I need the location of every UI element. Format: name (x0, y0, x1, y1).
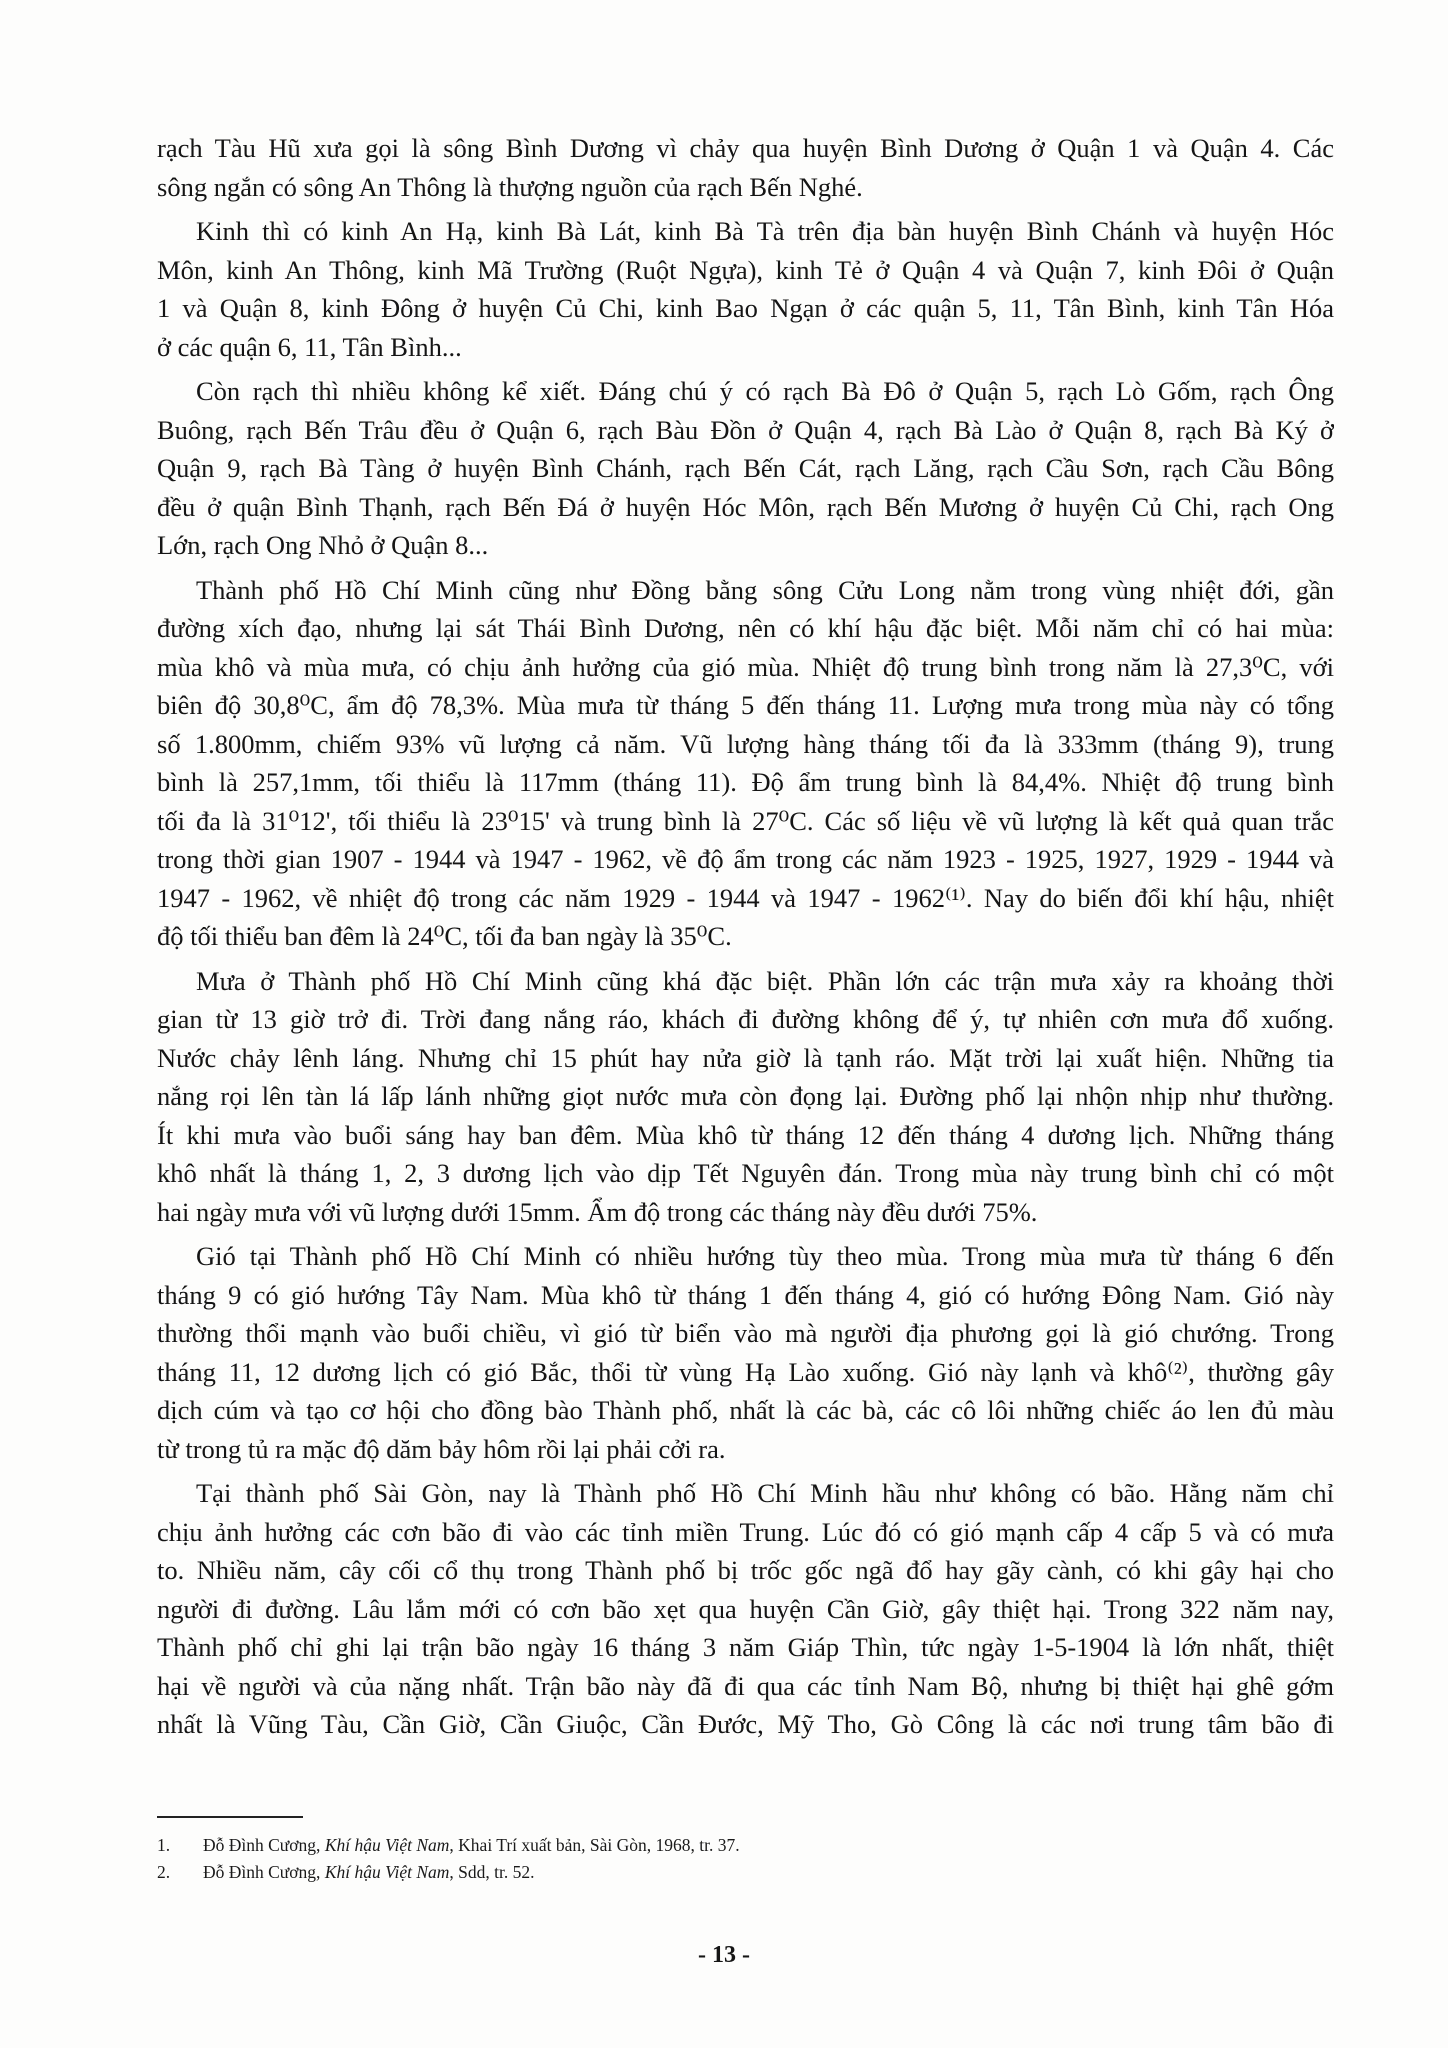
page-number: - 13 - (698, 1942, 750, 1968)
text-line: Còn rạch thì nhiều không kể xiết. Đáng chú ý có rạch Bà Đô ở Quận 5, rạch Lò Gốm, rạch Ông (196, 376, 1334, 406)
text-line: 1947 - 1962, về nhiệt độ trong các năm 1929 - 1944 và 1947 - 1962⁽¹⁾. Nay do biến đổi khí hậu, nhiệt (157, 882, 1334, 913)
text-line: dịch cúm và tạo cơ hội cho đồng bào Thành phố, nhất là các bà, các cô lôi những chiếc áo len đủ màu (157, 1395, 1334, 1425)
text-line: đều ở quận Bình Thạnh, rạch Bến Đá ở huyện Hóc Môn, rạch Bến Mương ở huyện Củ Chi, rạch Ong (157, 491, 1334, 522)
text-line: to. Nhiều năm, cây cối cổ thụ trong Thành phố bị trốc gốc ngã đổ hay gãy cành, có khi gây hại cho (157, 1555, 1334, 1585)
text-line: Môn, kinh An Thông, kinh Mã Trường (Ruột Ngựa), kinh Tẻ ở Quận 4 và Quận 7, kinh Đôi ở Quận (157, 254, 1334, 285)
footnote (157, 1859, 740, 1886)
text-line: Thành phố Hồ Chí Minh cũng như Đồng bằng sông Cửu Long nằm trong vùng nhiệt đới, gần (196, 574, 1334, 605)
text-line: tháng 11, 12 dương lịch có gió Bắc, thổi từ vùng Hạ Lào xuống. Gió này lạnh và khô⁽²⁾, thường gây (157, 1356, 1334, 1387)
text-line: người đi đường. Lâu lắm mới có cơn bão xẹt qua huyện Cần Giờ, gây thiệt hại. Trong 322 năm nay, (157, 1593, 1334, 1624)
footnote (157, 1832, 740, 1859)
text-line: Nước chảy lênh láng. Nhưng chỉ 15 phút hay nửa giờ là tạnh ráo. Mặt trời lại xuất hiện. Những tia (157, 1042, 1334, 1073)
text-line: khô nhất là tháng 1, 2, 3 dương lịch vào dịp Tết Nguyên đán. Trong mùa này trung bình chỉ có một (157, 1158, 1334, 1188)
text-line: biên độ 30,8⁰C, ẩm độ 78,3%. Mùa mưa từ tháng 5 đến tháng 11. Lượng mưa trong mùa này có tổng (157, 690, 1334, 720)
footnote-rest: , Khai Trí xuất bản, Sài Gòn, 1968, tr. 37. (449, 1835, 740, 1855)
paragraph (157, 1474, 1334, 1744)
text-line: độ tối thiểu ban đêm là 24⁰C, tối đa ban ngày là 35⁰C. (157, 921, 732, 951)
text-line: 1 và Quận 8, kinh Đông ở huyện Củ Chi, kinh Bao Ngạn ở các quận 5, 11, Tân Bình, kinh Tân Hóa (157, 293, 1334, 323)
paragraph (157, 571, 1334, 956)
footnote-num: 2. (157, 1862, 171, 1882)
text-line: tối đa là 31⁰12', tối thiểu là 23⁰15' và trung bình là 27⁰C. Các số liệu về vũ lượng là kết quả quan trắc (157, 805, 1334, 836)
text-line: hai ngày mưa với vũ lượng dưới 15mm. Ẩm độ trong các tháng này đều dưới 75%. (157, 1196, 1038, 1227)
footnote-divider (157, 1816, 303, 1818)
text-line: trong thời gian 1907 - 1944 và 1947 - 1962, về độ ẩm trong các năm 1923 - 1925, 1927, 1929 - 1944 và (157, 844, 1334, 874)
text-line: Ít khi mưa vào buổi sáng hay ban đêm. Mùa khô từ tháng 12 đến tháng 4 dương lịch. Những tháng (157, 1119, 1334, 1150)
paragraph (157, 1237, 1334, 1468)
footnote-num: 1. (157, 1835, 171, 1855)
text-line: nhất là Vũng Tàu, Cần Giờ, Cần Giuộc, Cần Đước, Mỹ Tho, Gò Công là các nơi trung tâm bão đi (157, 1709, 1334, 1739)
text-line: Buông, rạch Bến Trâu đều ở Quận 6, rạch Bàu Đồn ở Quận 4, rạch Bà Lào ở Quận 8, rạch Bà Ký ở (157, 414, 1334, 445)
text-line: Thành phố chỉ ghi lại trận bão ngày 16 tháng 3 năm Giáp Thìn, tức ngày 1-5-1904 là lớn nhất, thiệt (157, 1632, 1334, 1662)
text-line: từ trong tủ ra mặc độ dăm bảy hôm rồi lại phải cởi ra. (157, 1433, 726, 1464)
paragraph (157, 372, 1334, 565)
text-line: gian từ 13 giờ trở đi. Trời đang nắng ráo, khách đi đường không để ý, tự nhiên cơn mưa đổ xuống. (157, 1004, 1334, 1034)
text-line: tháng 9 có gió hướng Tây Nam. Mùa khô từ tháng 1 đến tháng 4, gió có hướng Đông Nam. Gió này (157, 1279, 1334, 1310)
text-line: Kinh thì có kinh An Hạ, kinh Bà Lát, kinh Bà Tà trên địa bàn huyện Bình Chánh và huyện Hóc (196, 216, 1334, 246)
footnotes (157, 1832, 740, 1886)
text-line: Lớn, rạch Ong Nhỏ ở Quận 8... (157, 530, 489, 560)
paragraph (157, 129, 1334, 206)
text-line: Mưa ở Thành phố Hồ Chí Minh cũng khá đặc biệt. Phần lớn các trận mưa xảy ra khoảng thời (196, 965, 1334, 996)
text-line: thường thổi mạnh vào buổi chiều, vì gió từ biển vào mà người địa phương gọi là gió chướng. Trong (157, 1318, 1334, 1348)
text-line: hại về người và của nặng nhất. Trận bão này đã đi qua các tỉnh Nam Bộ, nhưng bị thiệt hại ghê gớm (157, 1670, 1334, 1701)
footnote-author: Đỗ Đình Cương, (203, 1862, 325, 1882)
text-line: ở các quận 6, 11, Tân Bình... (157, 331, 462, 362)
footnote-rest: , Sdd, tr. 52. (449, 1862, 535, 1882)
paragraph (157, 962, 1334, 1232)
footnote-author: Đỗ Đình Cương, (203, 1835, 325, 1855)
text-line: bình là 257,1mm, tối thiểu là 117mm (tháng 11). Độ ẩm trung bình là 84,4%. Nhiệt độ trung bình (157, 767, 1334, 797)
text-line: Tại thành phố Sài Gòn, nay là Thành phố Hồ Chí Minh hầu như không có bão. Hằng năm chỉ (196, 1478, 1334, 1508)
body-text (157, 129, 1334, 1744)
footnote-title: Khí hậu Việt Nam (324, 1862, 450, 1882)
text-line: nắng rọi lên tàn lá lấp lánh những giọt nước mưa còn đọng lại. Đường phố lại nhộn nhịp như thường. (157, 1081, 1334, 1111)
footnote-title: Khí hậu Việt Nam (324, 1835, 450, 1855)
text-line: chịu ảnh hưởng các cơn bão đi vào các tỉnh miền Trung. Lúc đó có gió mạnh cấp 4 cấp 5 và có mưa (157, 1516, 1334, 1547)
text-line: đường xích đạo, nhưng lại sát Thái Bình Dương, nên có khí hậu đặc biệt. Mỗi năm chỉ có hai mùa: (157, 613, 1334, 643)
text-line: Quận 9, rạch Bà Tàng ở huyện Bình Chánh, rạch Bến Cát, rạch Lăng, rạch Cầu Sơn, rạch Cầu Bông (157, 453, 1334, 483)
text-line: mùa khô và mùa mưa, có chịu ảnh hưởng của gió mùa. Nhiệt độ trung bình trong năm là 27,3⁰C, với (157, 651, 1334, 682)
text-line: Gió tại Thành phố Hồ Chí Minh có nhiều hướng tùy theo mùa. Trong mùa mưa từ tháng 6 đến (196, 1241, 1334, 1271)
text-line: rạch Tàu Hũ xưa gọi là sông Bình Dương vì chảy qua huyện Bình Dương ở Quận 1 và Quận 4. Các (157, 133, 1334, 163)
text-line: sông ngắn có sông An Thông là thượng nguồn của rạch Bến Nghé. (157, 171, 863, 202)
text-line: số 1.800mm, chiếm 93% vũ lượng cả năm. Vũ lượng hàng tháng tối đa là 333mm (tháng 9), trung (157, 728, 1334, 759)
paragraph (157, 212, 1334, 366)
